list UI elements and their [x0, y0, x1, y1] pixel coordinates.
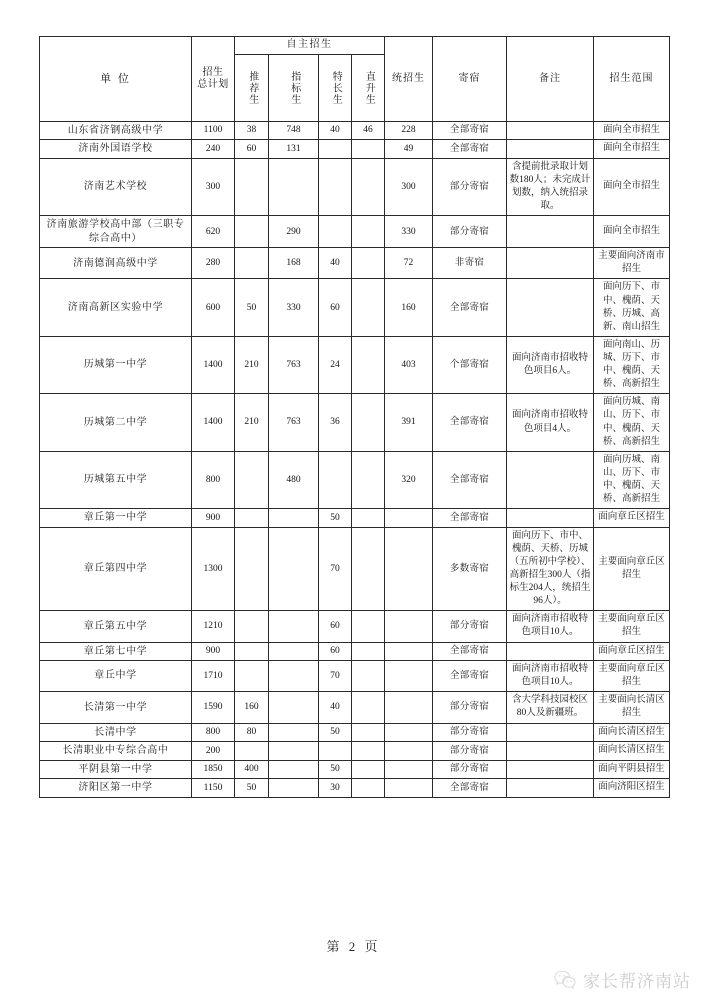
cell-remarks: [507, 509, 594, 528]
cell-boarding: 部分寄宿: [433, 611, 507, 642]
cell-remarks: [507, 451, 594, 508]
cell-recommend: 160: [235, 692, 269, 723]
cell-scope: 主要面向章丘区招生: [594, 611, 670, 642]
cell-school-name: 历城第五中学: [40, 451, 192, 508]
cell-school-name: 济南艺术学校: [40, 158, 192, 215]
cell-total-plan: 240: [192, 140, 235, 159]
admission-plan-table: [39, 36, 670, 798]
cell-total-plan: 1400: [192, 336, 235, 393]
column-header-boarding: 寄宿: [433, 37, 507, 122]
column-header-unified: 统招生: [385, 37, 433, 122]
cell-school-name: 济南外国语学校: [40, 140, 192, 159]
cell-school-name: 章丘第一中学: [40, 509, 192, 528]
cell-specialty: 40: [319, 692, 352, 723]
cell-total-plan: 800: [192, 723, 235, 742]
cell-scope: 面向历城、南山、历下、市中、槐荫、天桥、高新招生: [594, 394, 670, 451]
table-row: [40, 140, 670, 159]
column-header-self-enrollment-group: 自主招生: [235, 37, 385, 55]
cell-quota: 480: [269, 451, 319, 508]
cell-unified: 330: [385, 216, 433, 248]
cell-total-plan: 600: [192, 279, 235, 336]
cell-scope: 面向章丘区招生: [594, 509, 670, 528]
cell-quota: 290: [269, 216, 319, 248]
cell-school-name: 历城第二中学: [40, 394, 192, 451]
table-row: [40, 760, 670, 779]
cell-unified: [385, 760, 433, 779]
cell-total-plan: 1150: [192, 779, 235, 798]
watermark-label: 家长帮济南站: [583, 972, 691, 991]
cell-recommend: 210: [235, 336, 269, 393]
cell-specialty: 30: [319, 779, 352, 798]
cell-unified: [385, 723, 433, 742]
cell-school-name: 济南高新区实验中学: [40, 279, 192, 336]
cell-direct: [352, 336, 385, 393]
cell-scope: 面向南山、历城、历下、市中、槐荫、天桥、高新招生: [594, 336, 670, 393]
cell-remarks: 含大学科技园校区80人及新疆班。: [507, 692, 594, 723]
table-body: [40, 121, 670, 797]
cell-specialty: 70: [319, 661, 352, 692]
cell-scope: 面向全市招生: [594, 121, 670, 140]
column-header-remarks: 备注: [507, 37, 594, 122]
cell-boarding: 部分寄宿: [433, 760, 507, 779]
cell-school-name: 章丘第七中学: [40, 642, 192, 661]
cell-quota: [269, 661, 319, 692]
cell-school-name: 平阴县第一中学: [40, 760, 192, 779]
cell-boarding: 全部寄宿: [433, 394, 507, 451]
cell-total-plan: 1590: [192, 692, 235, 723]
cell-boarding: 部分寄宿: [433, 158, 507, 215]
cell-scope: 主要面向章丘区招生: [594, 527, 670, 611]
cell-unified: [385, 611, 433, 642]
table-row: [40, 336, 670, 393]
cell-specialty: [319, 451, 352, 508]
cell-school-name: 长清第一中学: [40, 692, 192, 723]
cell-quota: 168: [269, 248, 319, 279]
table-header-row-group: [40, 37, 670, 55]
cell-scope: 面向章丘区招生: [594, 642, 670, 661]
table-row: [40, 394, 670, 451]
table-row: [40, 121, 670, 140]
cell-quota: 748: [269, 121, 319, 140]
cell-direct: [352, 279, 385, 336]
cell-recommend: 50: [235, 779, 269, 798]
wechat-icon: [554, 970, 576, 989]
cell-direct: [352, 140, 385, 159]
cell-scope: 面向历城、南山、历下、市中、槐荫、天桥、高新招生: [594, 451, 670, 508]
cell-total-plan: 1400: [192, 394, 235, 451]
column-header-recommend: 推荐生: [235, 54, 269, 121]
cell-specialty: 40: [319, 248, 352, 279]
cell-scope: 主要面向济南市招生: [594, 248, 670, 279]
cell-unified: 403: [385, 336, 433, 393]
cell-school-name: 长清中学: [40, 723, 192, 742]
cell-unified: [385, 661, 433, 692]
watermark: [554, 967, 691, 992]
cell-total-plan: 300: [192, 158, 235, 215]
table-row: [40, 661, 670, 692]
cell-specialty: 60: [319, 279, 352, 336]
cell-remarks: [507, 723, 594, 742]
column-header-specialty: 特长生: [319, 54, 352, 121]
cell-specialty: 50: [319, 723, 352, 742]
table-header: [40, 37, 670, 122]
cell-quota: [269, 527, 319, 611]
cell-recommend: [235, 248, 269, 279]
cell-quota: [269, 158, 319, 215]
cell-school-name: 山东省济钢高级中学: [40, 121, 192, 140]
cell-boarding: 全部寄宿: [433, 451, 507, 508]
table-row: [40, 158, 670, 215]
cell-direct: [352, 760, 385, 779]
cell-scope: 面向济阳区招生: [594, 779, 670, 798]
cell-direct: [352, 661, 385, 692]
cell-direct: [352, 692, 385, 723]
cell-scope: 面向全市招生: [594, 216, 670, 248]
cell-unified: 228: [385, 121, 433, 140]
cell-recommend: 38: [235, 121, 269, 140]
cell-school-name: 章丘第四中学: [40, 527, 192, 611]
total-plan-line1: 招生: [202, 67, 224, 79]
table-row: [40, 216, 670, 248]
cell-specialty: 60: [319, 611, 352, 642]
cell-school-name: 济南旅游学校高中部（三职专综合高中）: [40, 216, 192, 248]
table-row: [40, 509, 670, 528]
cell-unified: 72: [385, 248, 433, 279]
cell-total-plan: 800: [192, 451, 235, 508]
cell-boarding: 全部寄宿: [433, 779, 507, 798]
cell-unified: [385, 742, 433, 761]
cell-recommend: [235, 642, 269, 661]
total-plan-line2: 总计划: [197, 78, 229, 90]
cell-school-name: 长清职业中专综合高中: [40, 742, 192, 761]
page-footer: 第 2 页: [326, 939, 381, 954]
column-header-direct: 直升生: [352, 54, 385, 121]
cell-remarks: 面向济南市招收特色项目10人。: [507, 661, 594, 692]
cell-total-plan: 620: [192, 216, 235, 248]
cell-unified: 160: [385, 279, 433, 336]
cell-direct: [352, 451, 385, 508]
table-row: [40, 611, 670, 642]
cell-unified: [385, 509, 433, 528]
cell-direct: [352, 723, 385, 742]
cell-boarding: 部分寄宿: [433, 216, 507, 248]
cell-school-name: 济阳区第一中学: [40, 779, 192, 798]
cell-remarks: [507, 779, 594, 798]
cell-recommend: [235, 661, 269, 692]
cell-recommend: [235, 527, 269, 611]
table-row: [40, 451, 670, 508]
admission-plan-table-container: [39, 36, 669, 798]
cell-recommend: 50: [235, 279, 269, 336]
table-row: [40, 248, 670, 279]
cell-specialty: [319, 140, 352, 159]
cell-quota: 763: [269, 336, 319, 393]
cell-unified: 320: [385, 451, 433, 508]
cell-recommend: [235, 216, 269, 248]
cell-scope: 面向历下、市中、槐荫、天桥、历城、高新、南山招生: [594, 279, 670, 336]
cell-scope: 面向长清区招生: [594, 723, 670, 742]
cell-boarding: 部分寄宿: [433, 723, 507, 742]
table-row: [40, 692, 670, 723]
cell-remarks: [507, 121, 594, 140]
cell-direct: [352, 248, 385, 279]
cell-boarding: 多数寄宿: [433, 527, 507, 611]
cell-specialty: 60: [319, 642, 352, 661]
cell-recommend: 210: [235, 394, 269, 451]
table-row: [40, 642, 670, 661]
cell-quota: [269, 642, 319, 661]
cell-quota: 330: [269, 279, 319, 336]
cell-school-name: 历城第一中学: [40, 336, 192, 393]
cell-scope: 面向全市招生: [594, 140, 670, 159]
cell-boarding: 全部寄宿: [433, 121, 507, 140]
cell-specialty: [319, 216, 352, 248]
cell-unified: [385, 642, 433, 661]
cell-total-plan: 200: [192, 742, 235, 761]
cell-specialty: [319, 742, 352, 761]
cell-unified: [385, 779, 433, 798]
cell-total-plan: 280: [192, 248, 235, 279]
cell-recommend: [235, 158, 269, 215]
cell-quota: [269, 611, 319, 642]
cell-recommend: 400: [235, 760, 269, 779]
cell-remarks: [507, 140, 594, 159]
cell-specialty: 24: [319, 336, 352, 393]
column-header-scope: 招生范围: [594, 37, 670, 122]
cell-direct: [352, 611, 385, 642]
cell-remarks: 面向济南市招收特色项目6人。: [507, 336, 594, 393]
cell-quota: 131: [269, 140, 319, 159]
cell-remarks: [507, 279, 594, 336]
cell-direct: [352, 158, 385, 215]
cell-scope: 面向全市招生: [594, 158, 670, 215]
cell-unified: [385, 527, 433, 611]
cell-remarks: [507, 642, 594, 661]
cell-school-name: 章丘中学: [40, 661, 192, 692]
cell-direct: [352, 216, 385, 248]
cell-direct: [352, 742, 385, 761]
column-header-unit: 单 位: [40, 37, 192, 122]
cell-unified: [385, 692, 433, 723]
cell-recommend: [235, 509, 269, 528]
cell-quota: [269, 742, 319, 761]
cell-quota: [269, 760, 319, 779]
cell-boarding: 部分寄宿: [433, 742, 507, 761]
cell-total-plan: 1710: [192, 661, 235, 692]
cell-remarks: [507, 742, 594, 761]
cell-direct: [352, 394, 385, 451]
cell-specialty: 50: [319, 509, 352, 528]
cell-total-plan: 900: [192, 509, 235, 528]
cell-unified: 300: [385, 158, 433, 215]
cell-total-plan: 900: [192, 642, 235, 661]
cell-remarks: 面向历下、市中、槐荫、天桥、历城（五所初中学校）、高新招生300人（指标生204人，统招生96人）。: [507, 527, 594, 611]
table-row: [40, 279, 670, 336]
table-row: [40, 723, 670, 742]
cell-recommend: 60: [235, 140, 269, 159]
cell-quota: [269, 509, 319, 528]
cell-specialty: [319, 158, 352, 215]
cell-unified: 391: [385, 394, 433, 451]
cell-quota: [269, 692, 319, 723]
cell-total-plan: 1300: [192, 527, 235, 611]
cell-direct: [352, 509, 385, 528]
cell-specialty: 40: [319, 121, 352, 140]
cell-specialty: 70: [319, 527, 352, 611]
cell-boarding: 部分寄宿: [433, 692, 507, 723]
cell-total-plan: 1850: [192, 760, 235, 779]
cell-scope: 面向长清区招生: [594, 742, 670, 761]
cell-recommend: 80: [235, 723, 269, 742]
cell-specialty: 36: [319, 394, 352, 451]
cell-remarks: 含提前批录取计划数180人；未完成计划数，纳入统招录取。: [507, 158, 594, 215]
cell-direct: 46: [352, 121, 385, 140]
table-row: [40, 779, 670, 798]
cell-total-plan: 1100: [192, 121, 235, 140]
table-row: [40, 527, 670, 611]
cell-direct: [352, 527, 385, 611]
cell-boarding: 全部寄宿: [433, 279, 507, 336]
cell-scope: 主要面向长清区招生: [594, 692, 670, 723]
cell-school-name: 章丘第五中学: [40, 611, 192, 642]
cell-school-name: 济南德润高级中学: [40, 248, 192, 279]
column-header-total-plan: [192, 37, 235, 122]
cell-quota: [269, 723, 319, 742]
cell-recommend: [235, 611, 269, 642]
cell-remarks: [507, 216, 594, 248]
cell-scope: 主要面向章丘区招生: [594, 661, 670, 692]
table-row: [40, 742, 670, 761]
cell-remarks: 面向济南市招收特色项目10人。: [507, 611, 594, 642]
cell-boarding: 全部寄宿: [433, 509, 507, 528]
cell-unified: 49: [385, 140, 433, 159]
cell-direct: [352, 779, 385, 798]
cell-remarks: [507, 248, 594, 279]
cell-boarding: 全部寄宿: [433, 140, 507, 159]
cell-remarks: [507, 760, 594, 779]
cell-recommend: [235, 742, 269, 761]
cell-boarding: 非寄宿: [433, 248, 507, 279]
cell-total-plan: 1210: [192, 611, 235, 642]
cell-quota: [269, 779, 319, 798]
cell-direct: [352, 642, 385, 661]
column-header-quota: 指标生: [269, 54, 319, 121]
cell-boarding: 个部寄宿: [433, 336, 507, 393]
cell-scope: 面向平阴县招生: [594, 760, 670, 779]
cell-remarks: 面向济南市招收特色项目4人。: [507, 394, 594, 451]
cell-boarding: 全部寄宿: [433, 642, 507, 661]
cell-boarding: 全部寄宿: [433, 661, 507, 692]
cell-recommend: [235, 451, 269, 508]
cell-quota: 763: [269, 394, 319, 451]
cell-specialty: 50: [319, 760, 352, 779]
